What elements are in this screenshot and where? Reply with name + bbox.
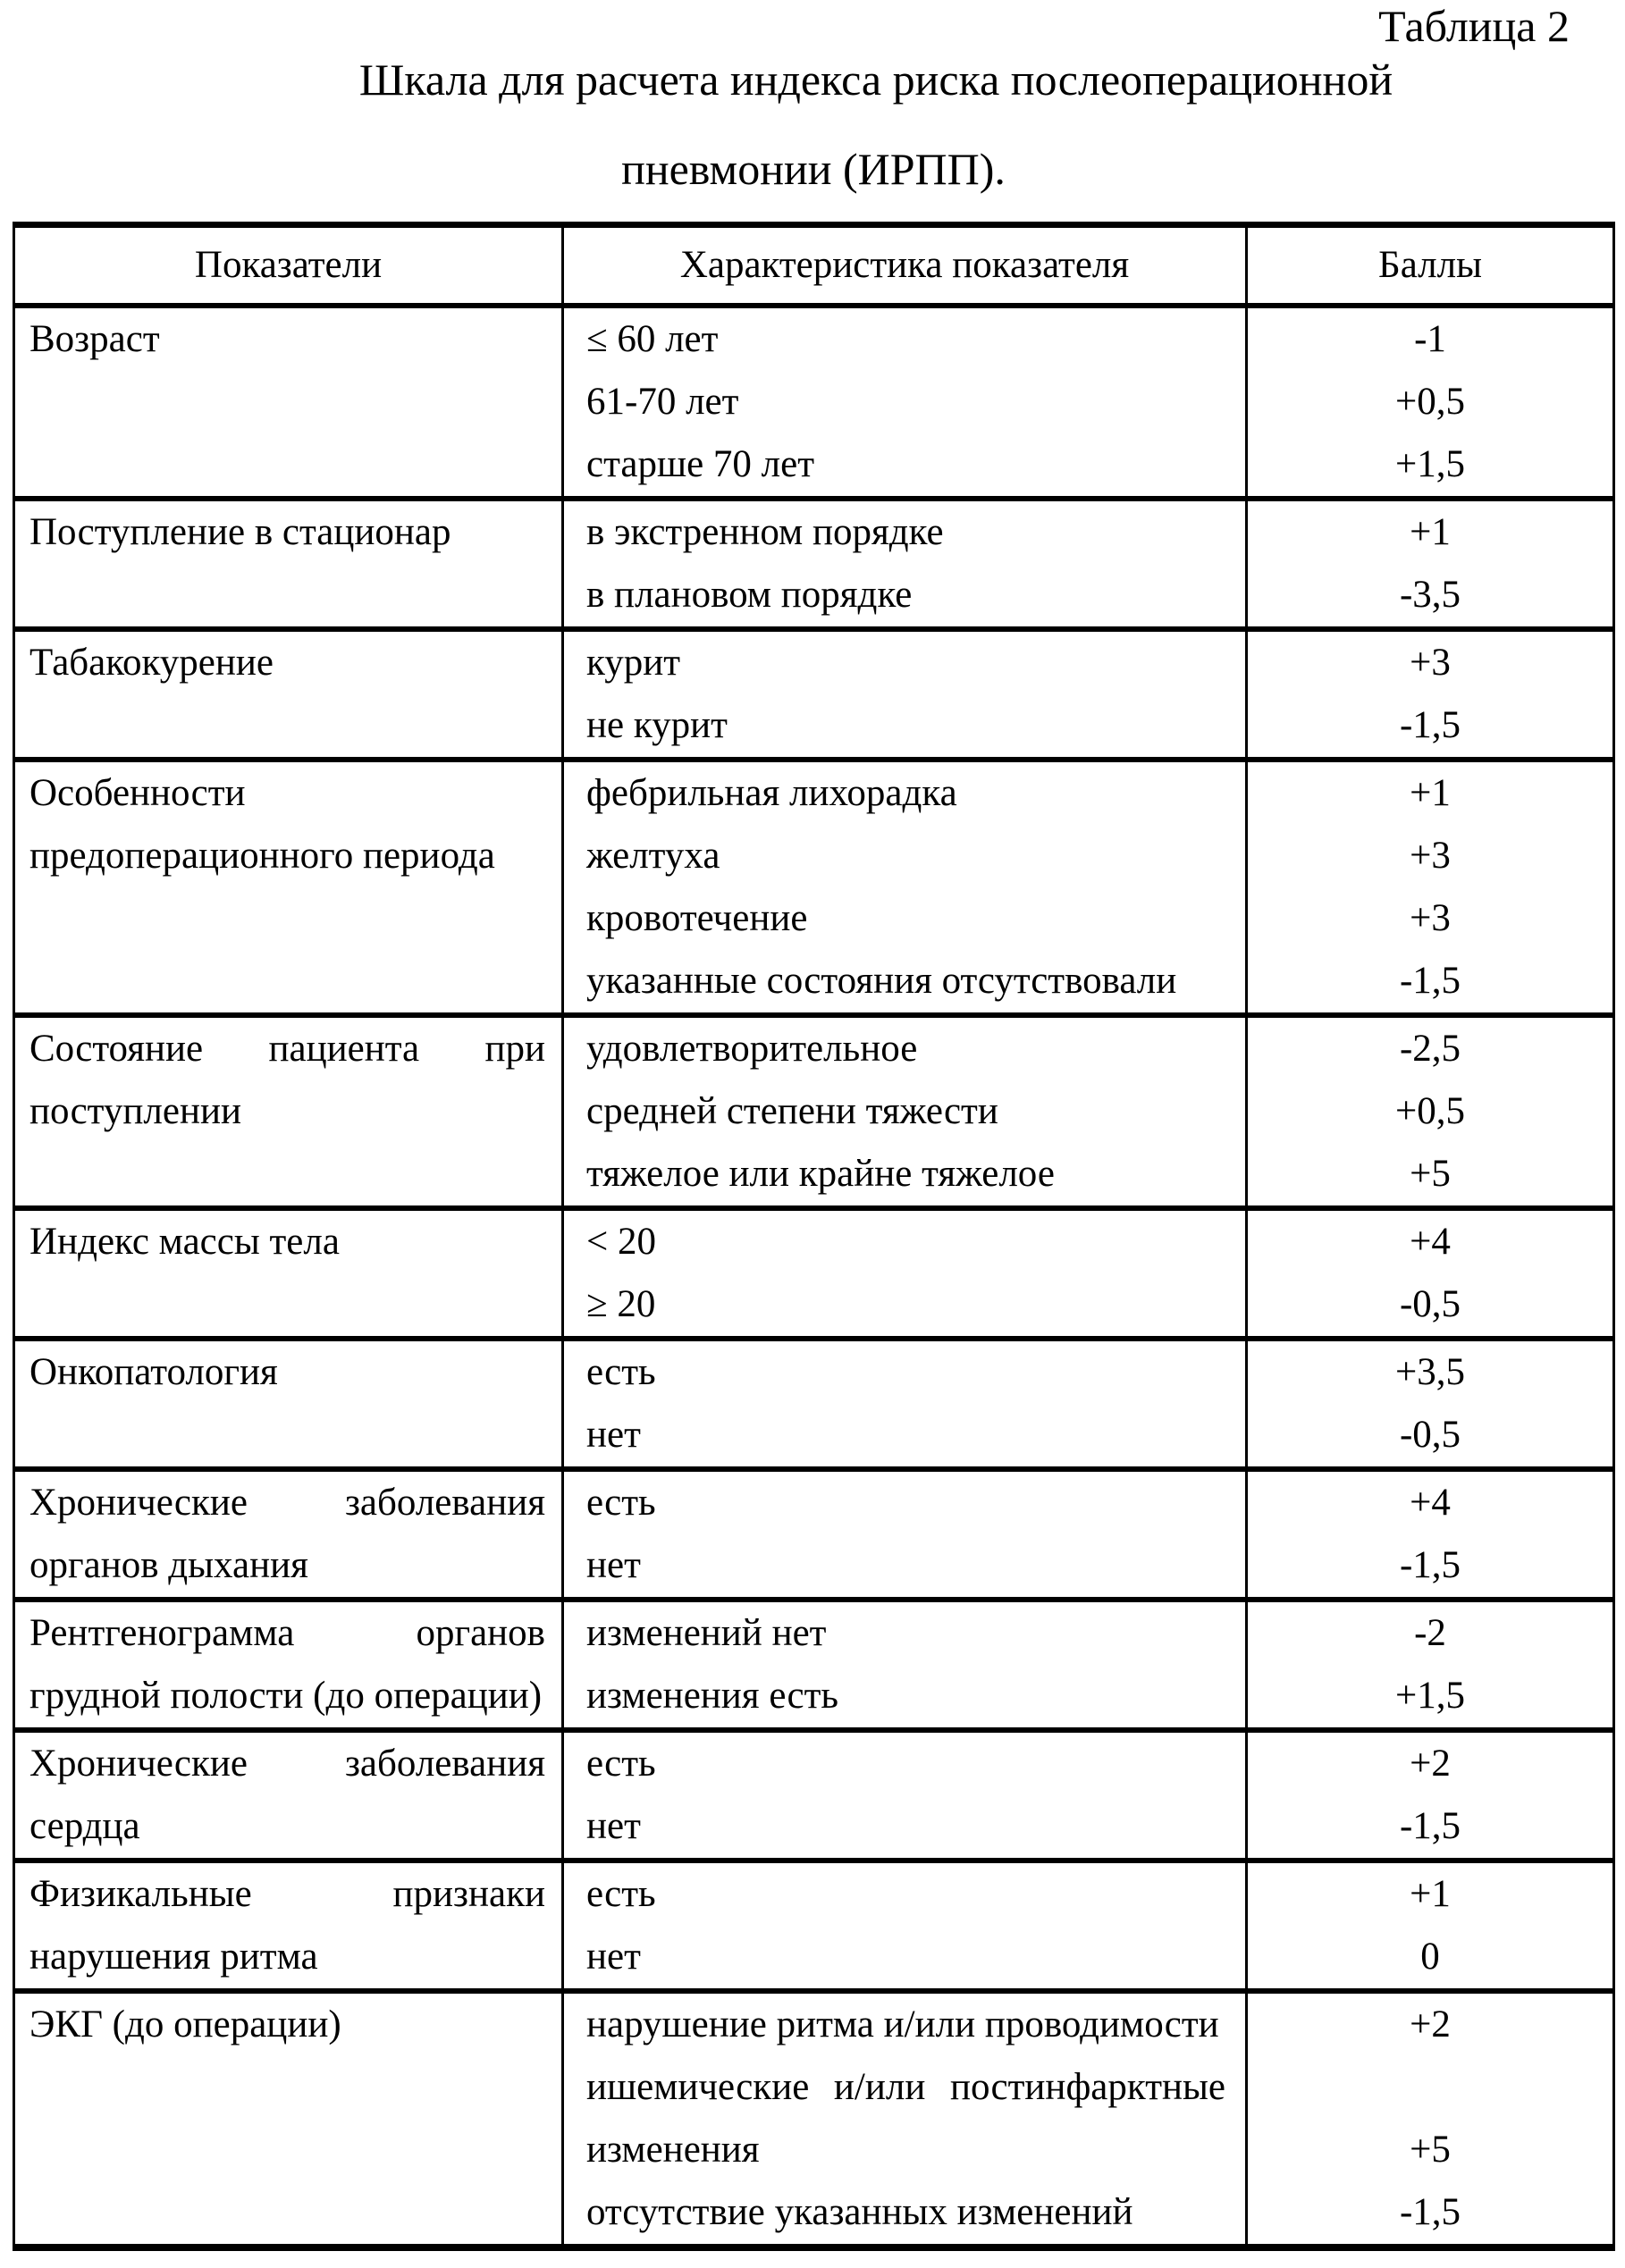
characteristic-line: есть [586,1873,656,1915]
characteristic-line: в экстренном порядке [586,511,944,553]
score-cell [1245,1733,1612,1858]
score-value: -2,5 [1399,1028,1461,1070]
score-cell [1245,1994,1612,2244]
score-cell [1245,1602,1612,1727]
characteristic-line: 61-70 лет [586,381,739,423]
characteristic-cell [561,308,1245,496]
score-value: +1,5 [1394,1675,1465,1717]
score-value: +5 [1410,1153,1451,1195]
characteristic-line: изменения [586,2129,760,2171]
characteristic-cell [561,1211,1245,1336]
table-row [15,303,1612,496]
header-characteristic: Характеристика показателя [561,228,1245,303]
indicator-line: сердца [29,1805,140,1847]
characteristic-line: кровотечение [586,897,808,939]
indicator-cell [15,1211,561,1336]
characteristic-line: отсутствие указанных изменений [586,2191,1133,2233]
characteristic-cell [561,1994,1245,2244]
table-header-row [15,228,1612,303]
indicator-line: Состояние пациента при [29,1028,545,1070]
indicator-cell [15,1994,561,2244]
score-value: -1,5 [1399,2191,1461,2233]
score-cell [1245,308,1612,496]
characteristic-line: нет [586,1414,641,1456]
score-value: -2 [1414,1612,1446,1654]
indicator-cell [15,308,561,496]
characteristic-line: в плановом порядке [586,574,913,616]
score-cell [1245,1472,1612,1597]
characteristic-cell [561,1863,1245,1988]
characteristic-line: фебрильная лихорадка [586,772,957,814]
indicator-cell [15,1602,561,1727]
characteristic-line: есть [586,1351,656,1393]
score-value: -1,5 [1399,704,1461,746]
characteristic-line: изменений нет [586,1612,827,1654]
characteristic-line: ≥ 20 [586,1283,656,1325]
characteristic-line: нарушение ритма и/или проводимости [586,2003,1219,2045]
indicator-line: Поступление в стационар [29,511,451,553]
score-cell [1245,1018,1612,1205]
characteristic-line: удовлетворительное [586,1028,918,1070]
indicator-cell [15,1018,561,1205]
header-indicators: Показатели [194,244,383,286]
characteristic-line: нет [586,1805,641,1847]
score-value: +0,5 [1394,1090,1465,1132]
indicator-line: органов дыхания [29,1544,308,1586]
characteristic-line: есть [586,1482,656,1524]
characteristic-line: нет [586,1544,641,1586]
table-row [15,1205,1612,1336]
indicator-line: грудной полости (до операции) [29,1675,543,1717]
characteristic-line: не курит [586,704,728,746]
score-value: -0,5 [1399,1283,1461,1325]
indicator-line: ЭКГ (до операции) [29,2003,341,2045]
score-value: +3 [1410,642,1451,684]
score-value: -1 [1414,318,1446,360]
score-value: +4 [1410,1221,1451,1263]
indicator-line: Хронические заболевания [29,1743,545,1785]
indicator-cell [15,1863,561,1988]
score-cell [1245,762,1612,1012]
indicator-line: Онкопатология [29,1351,278,1393]
characteristic-line: старше 70 лет [586,443,815,485]
score-cell [1245,632,1612,757]
table-caption: Таблица 2 [1378,1,1570,51]
characteristic-line: желтуха [586,835,720,877]
table-row [15,626,1612,757]
indicator-line: Индекс массы тела [29,1221,340,1263]
indicator-cell [15,1341,561,1466]
score-cell [1245,1863,1612,1988]
characteristic-cell [561,1602,1245,1727]
characteristic-cell [561,762,1245,1012]
indicator-line: поступлении [29,1090,241,1132]
characteristic-line: средней степени тяжести [586,1090,998,1132]
score-value: +2 [1410,1743,1451,1785]
page-title-line1: Шкала для расчета индекса риска послеоперационной [358,55,1393,105]
score-value: +4 [1410,1482,1451,1524]
score-value: 0 [1420,1936,1440,1978]
score-value: +1,5 [1394,443,1465,485]
characteristic-line: курит [586,642,681,684]
score-value: +1 [1410,1873,1451,1915]
page-title-line2: пневмонии (ИРПП). [621,144,1006,194]
characteristic-cell [561,1018,1245,1205]
score-value: -0,5 [1399,1414,1461,1456]
table-row [15,1988,1612,2244]
score-value: +1 [1410,772,1451,814]
characteristic-line: указанные состояния отсутствовали [586,960,1177,1002]
score-value: +0,5 [1394,381,1465,423]
characteristic-cell [561,1341,1245,1466]
indicator-cell [15,1733,561,1858]
characteristic-line: тяжелое или крайне тяжелое [586,1153,1055,1195]
risk-index-table [13,222,1615,2251]
characteristic-cell [561,1733,1245,1858]
table-row [15,1336,1612,1466]
table-row [15,1597,1612,1727]
indicator-cell [15,632,561,757]
score-value: +3,5 [1394,1351,1465,1393]
score-cell [1245,1211,1612,1336]
indicator-line: Особенности [29,772,246,814]
characteristic-line: нет [586,1936,641,1978]
indicator-cell [15,1472,561,1597]
score-value: +3 [1410,897,1451,939]
indicator-line: Рентгенограмма органов [29,1612,545,1654]
header-scores: Баллы [1245,228,1612,303]
indicator-line: нарушения ритма [29,1936,318,1978]
score-value: +2 [1410,2003,1451,2045]
table-row [15,1012,1612,1205]
indicator-line: Возраст [29,318,160,360]
indicator-line: Физикальные признаки [29,1873,545,1915]
characteristic-line: есть [586,1743,656,1785]
score-value: -1,5 [1399,1805,1461,1847]
score-value: +1 [1410,511,1451,553]
score-value: -1,5 [1399,1544,1461,1586]
score-value: +3 [1410,835,1451,877]
indicator-cell [15,762,561,1012]
characteristic-line: ишемические и/или постинфарктные [586,2066,1225,2108]
score-value: -1,5 [1399,960,1461,1002]
table-row [15,1727,1612,1858]
table-row [15,1858,1612,1988]
characteristic-line: изменения есть [586,1675,838,1717]
characteristic-line: ≤ 60 лет [586,318,719,360]
score-value: -3,5 [1399,574,1461,616]
characteristic-line: < 20 [586,1221,657,1263]
indicator-line: предоперационного периода [29,835,495,877]
table-row [15,1466,1612,1597]
characteristic-cell [561,501,1245,626]
score-value [1248,2056,1612,2119]
indicator-line: Хронические заболевания [29,1482,545,1524]
score-cell [1245,1341,1612,1466]
table-row [15,496,1612,626]
score-cell [1245,501,1612,626]
indicator-line: Табакокурение [29,642,274,684]
characteristic-cell [561,632,1245,757]
indicator-cell [15,501,561,626]
characteristic-cell [561,1472,1245,1597]
score-value: +5 [1410,2129,1451,2171]
table-row [15,757,1612,1012]
